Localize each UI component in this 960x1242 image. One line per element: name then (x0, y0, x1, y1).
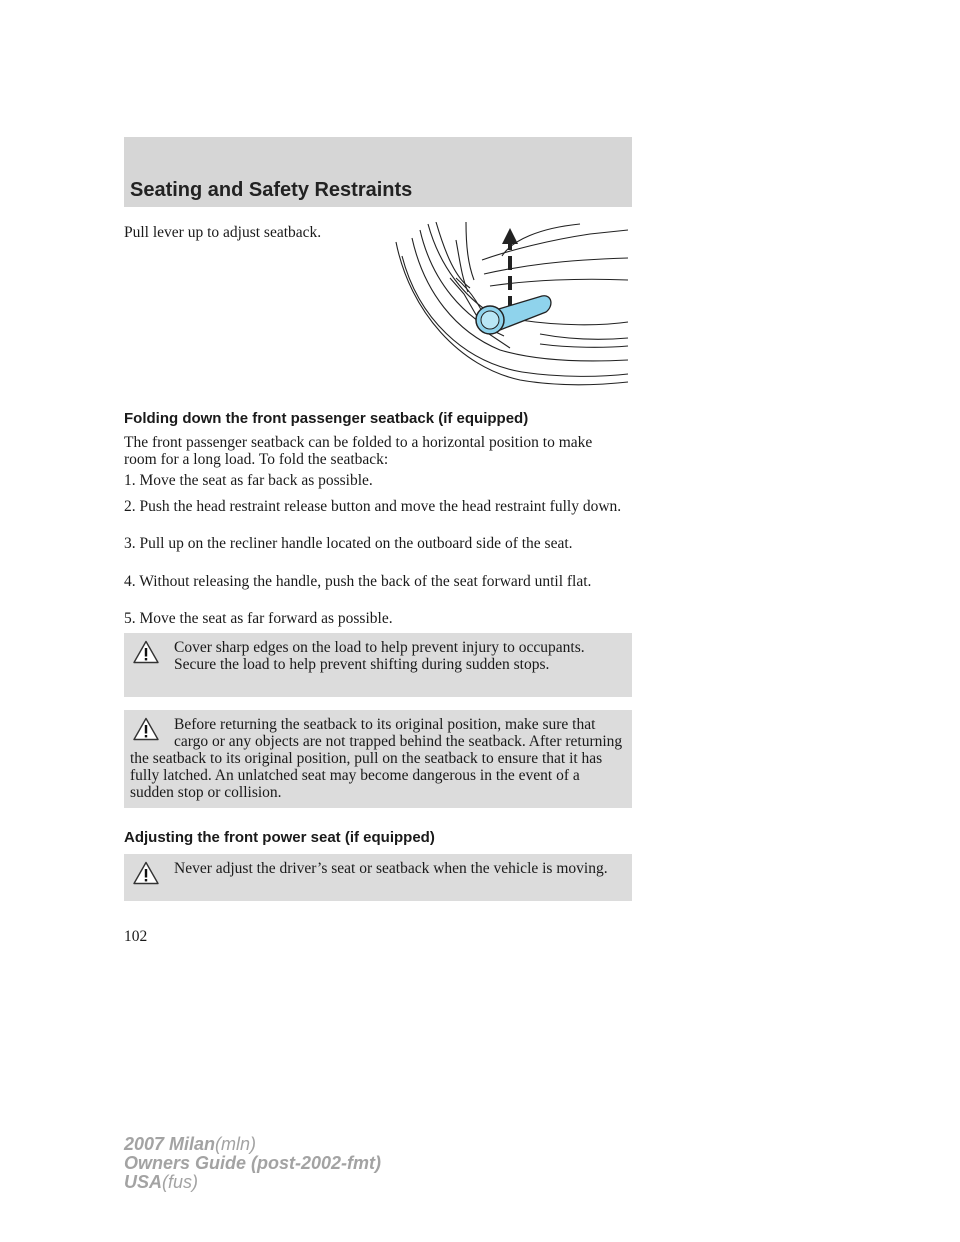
step-5: 5. Move the seat as far forward as possible. (124, 610, 393, 627)
warning-text: Never adjust the driver’s seat or seatback when the vehicle is moving. (174, 860, 608, 877)
document-footer (124, 1135, 381, 1192)
step-1: 1. Move the seat as far back as possible. (124, 472, 373, 489)
footer-market-code: (fus) (162, 1172, 199, 1192)
section-heading-power-seat: Adjusting the front power seat (if equipped) (124, 829, 435, 846)
seatback-lever-illustration (390, 222, 632, 394)
footer-model-code: (mln) (215, 1134, 257, 1154)
footer-model: 2007 Milan (124, 1134, 216, 1154)
warning-box (124, 854, 632, 901)
intro-text: Pull lever up to adjust seatback. (124, 224, 322, 241)
warning-text: Cover sharp edges on the load to help prevent injury to occupants. Secure the load to help prevent shifting during sudden stops. (174, 639, 585, 673)
step-3: 3. Pull up on the recliner handle located on the outboard side of the seat. (124, 535, 573, 552)
page-title: Seating and Safety Restraints (130, 179, 413, 201)
page-number: 102 (124, 928, 148, 945)
section-heading-folding: Folding down the front passenger seatback (if equipped) (124, 410, 529, 427)
warning-box (124, 710, 632, 808)
step-2: 2. Push the head restraint release button and move the head restraint fully down. (124, 498, 622, 515)
step-4: 4. Without releasing the handle, push the back of the seat forward until flat. (124, 573, 592, 590)
section-intro: The front passenger seatback can be folded to a horizontal position to make room for a long load. To fold the seatback: (124, 434, 593, 468)
footer-guide: Owners Guide (post-2002-fmt) (124, 1153, 382, 1173)
footer-market: USA (124, 1172, 163, 1192)
warning-text: Before returning the seatback to its original position, make sure that cargo or any objects are not trapped behind the seatback. After returning the seatback to its original position, pull on the seatback to ensure that it has fully latched. An unlatched seat may become dangerous in the event of a sudden stop or collision. (130, 716, 623, 801)
warning-box (124, 633, 632, 697)
